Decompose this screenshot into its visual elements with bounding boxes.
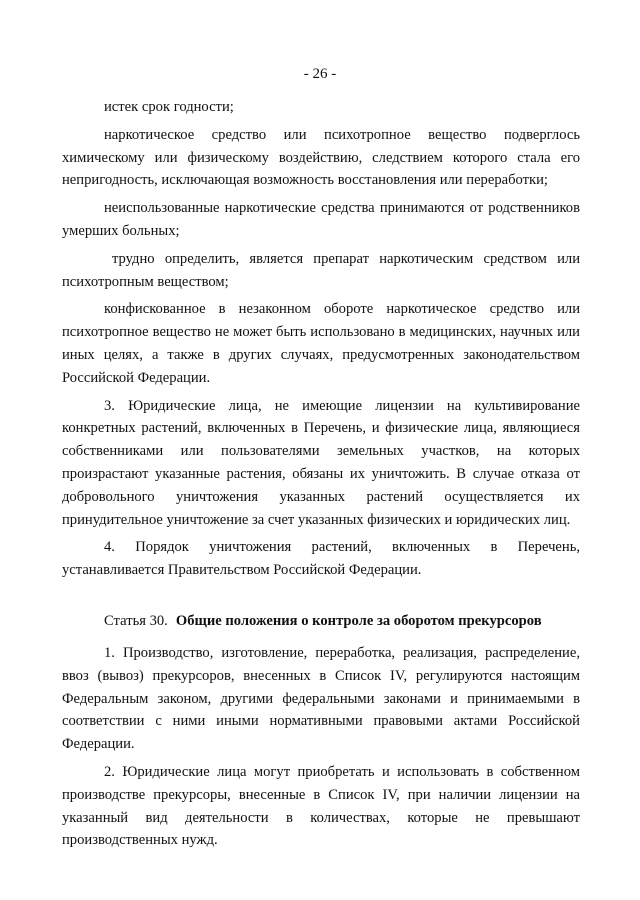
paragraph-hard-to-determine: трудно определить, является препарат наркотическим средством или психотропным веществом; (62, 250, 580, 290)
article-label: Статья 30. (104, 612, 168, 629)
article-paragraph-1: 1. Производство, изготовление, переработка, реализация, распределение, ввоз (вывоз) прекурсоров, внесенных в Список IV, регулируются настоящим Федеральным законом, другими федеральными законами и принимаемыми в соответствии с ними иными нормативными правовыми актами Российской Федерации. (62, 644, 580, 753)
page-number: - 26 - (303, 66, 337, 82)
document-body (62, 96, 580, 857)
article-heading (62, 610, 580, 632)
paragraph-unused-drugs: неиспользованные наркотические средства принимаются от родственников умерших больных; (62, 200, 580, 239)
paragraph-confiscated: конфискованное в незаконном обороте наркотическое средство или психотропное вещество не может быть использовано в медицинских, научных или иных целях, а также в других случаях, предусмотренных законодательством Российской Федерации. (62, 301, 580, 386)
paragraph-item-3: 3. Юридические лица, не имеющие лицензии на культивирование конкретных растений, включенных в Перечень, и физические лица, являющиеся собственниками или пользователями земельных участков, на которых произрастают указанные растения, обязаны их уничтожить. В случае отказа от добровольного уничтожения указанных растений осуществляется их принудительное уничтожение за счет указанных физических и юридических лиц. (62, 397, 580, 528)
article-title: Общие положения о контроле за оборотом прекурсоров (175, 612, 542, 629)
article-paragraph-2: 2. Юридические лица могут приобретать и использовать в собственном производстве прекурсоры, внесенные в Список IV, при наличии лицензии на указанный вид деятельности в количествах, которые не превышают производственных нужд. (62, 763, 580, 849)
paragraph-expired: истек срок годности; (104, 99, 234, 115)
paragraph-item-4: 4. Порядок уничтожения растений, включенных в Перечень, устанавливается Правительством Российской Федерации. (62, 539, 580, 579)
paragraph-damaged-substance: наркотическое средство или психотропное вещество подверглось химическому или физическому воздействию, следствием которого стала его непригодность, исключающая возможность восстановления или переработки; (62, 126, 580, 189)
